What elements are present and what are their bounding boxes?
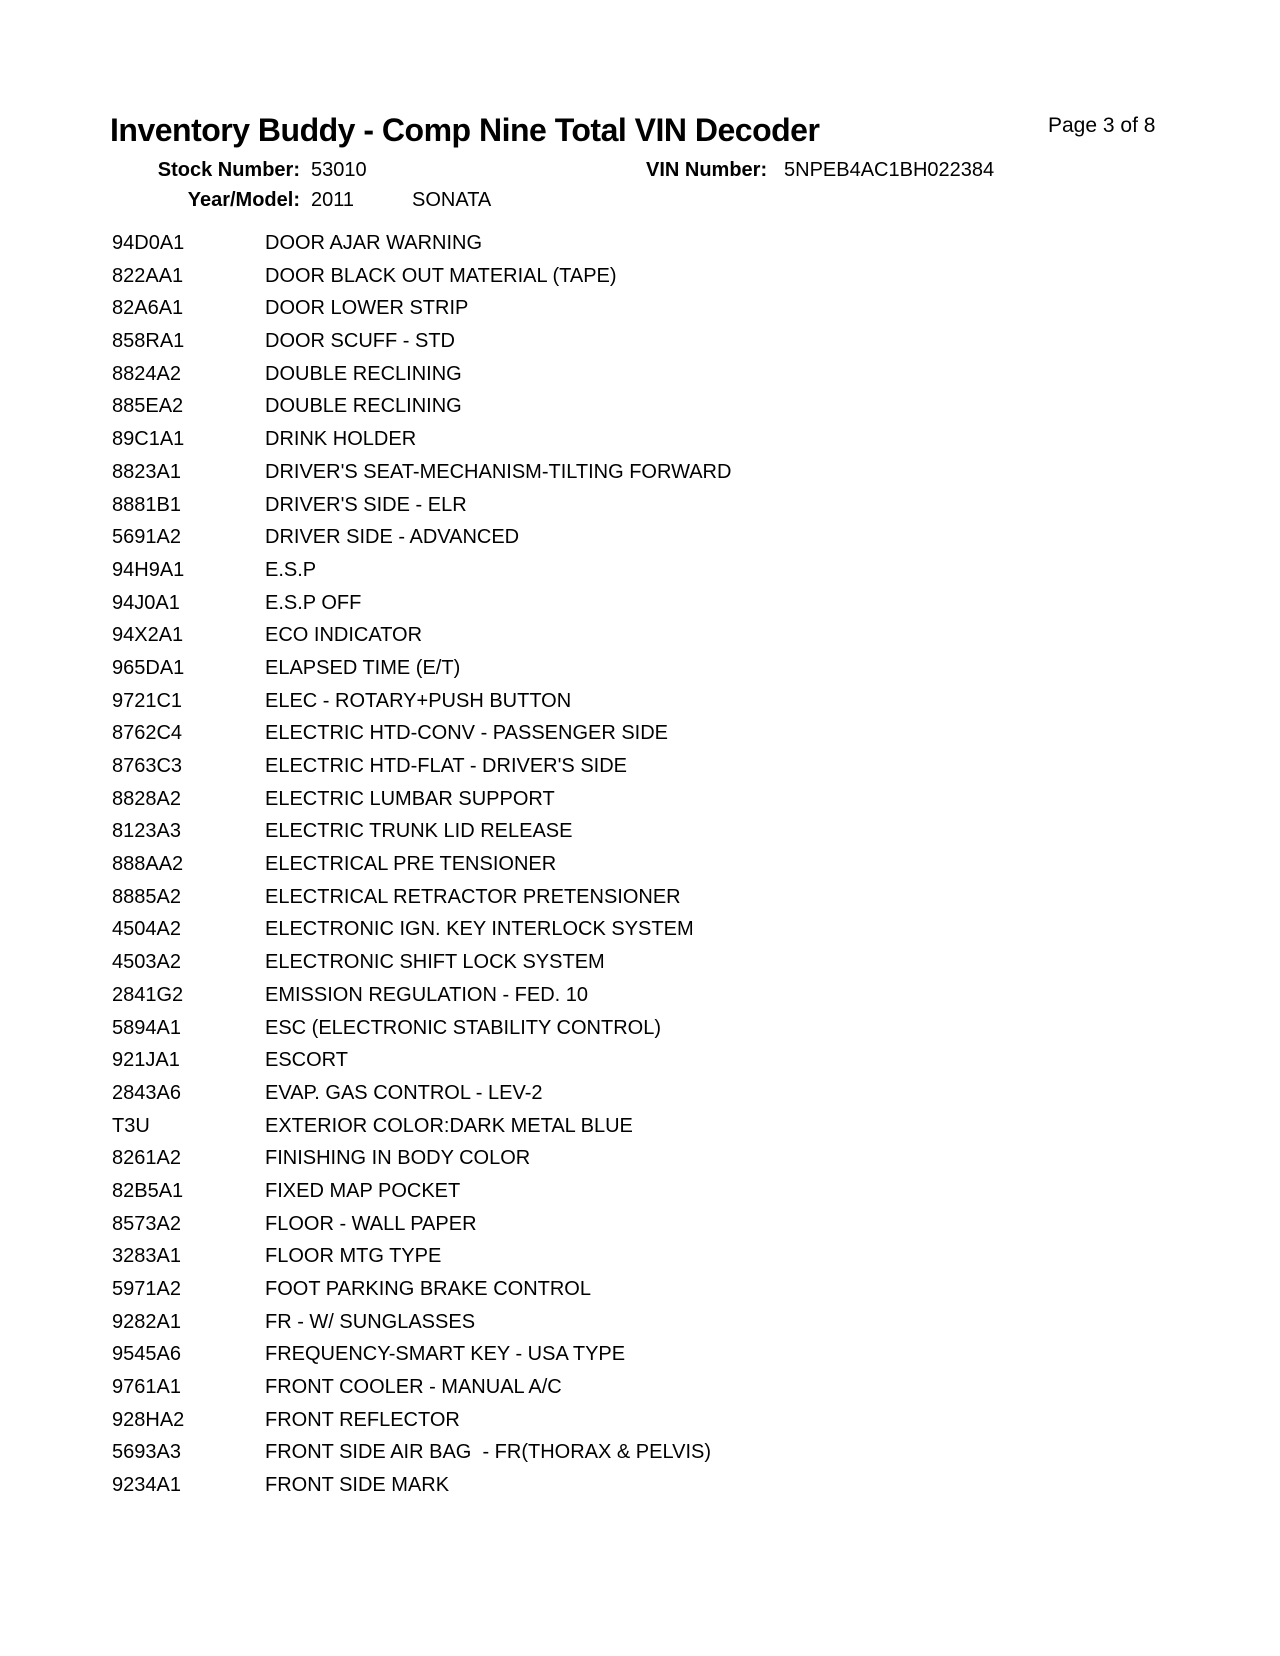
option-row	[112, 1469, 1212, 1502]
option-description: FREQUENCY-SMART KEY - USA TYPE	[265, 1343, 626, 1366]
option-code: 928HA2	[112, 1408, 185, 1431]
option-code: 8828A2	[112, 787, 181, 810]
option-row	[112, 390, 1212, 423]
option-description: ELECTRONIC IGN. KEY INTERLOCK SYSTEM	[265, 918, 694, 941]
option-description: FLOOR - WALL PAPER	[265, 1212, 477, 1235]
option-code: 8885A2	[112, 885, 181, 908]
option-row	[112, 521, 1212, 554]
option-row	[112, 946, 1212, 979]
option-code: 4503A2	[112, 951, 181, 974]
option-code: 5971A2	[112, 1278, 181, 1300]
vin-number-value: 5NPEB4AC1BH022384	[784, 159, 995, 181]
options-list	[112, 227, 1212, 1502]
option-description: ELECTRIC HTD-CONV - PASSENGER SIDE	[265, 722, 669, 745]
option-description: EMISSION REGULATION - FED. 10	[265, 983, 589, 1006]
option-code: 8261A2	[112, 1147, 181, 1170]
option-description: ELECTRONIC SHIFT LOCK SYSTEM	[265, 951, 605, 974]
option-code: 2843A6	[112, 1081, 181, 1104]
option-code: 5894A1	[112, 1016, 181, 1039]
option-code: 4504A2	[112, 918, 181, 941]
option-row	[112, 652, 1212, 685]
option-row	[112, 913, 1212, 946]
stock-number-label: Stock Number:	[157, 159, 300, 181]
option-row	[112, 554, 1212, 587]
option-code: 89C1A1	[112, 428, 185, 451]
option-code: 8824A2	[112, 362, 181, 385]
option-row	[112, 815, 1212, 848]
option-row	[112, 1012, 1212, 1045]
option-code: 94J0A1	[112, 591, 180, 614]
option-row	[112, 1175, 1212, 1208]
option-row	[112, 1044, 1212, 1077]
option-code: 8823A1	[112, 460, 181, 483]
option-code: 888AA2	[112, 853, 184, 876]
option-code: 5691A2	[112, 526, 181, 549]
option-description: ELECTRIC TRUNK LID RELEASE	[265, 820, 573, 843]
option-code: 82B5A1	[112, 1179, 184, 1202]
option-description: ELECTRIC HTD-FLAT - DRIVER'S SIDE	[265, 755, 628, 777]
option-description: EVAP. GAS CONTROL - LEV-2	[265, 1081, 543, 1104]
option-row	[112, 423, 1212, 456]
option-row	[112, 1306, 1212, 1339]
option-description: DOUBLE RECLINING	[265, 362, 462, 385]
option-row	[112, 489, 1212, 522]
option-code: 822AA1	[112, 264, 184, 287]
option-description: ESC (ELECTRONIC STABILITY CONTROL)	[265, 1016, 661, 1039]
option-description: E.S.P OFF	[265, 591, 362, 614]
option-description: FOOT PARKING BRAKE CONTROL	[265, 1278, 591, 1300]
option-code: 5693A3	[112, 1441, 181, 1464]
option-row	[112, 1110, 1212, 1143]
option-row	[112, 227, 1212, 260]
year-model-label: Year/Model:	[187, 189, 300, 211]
option-row	[112, 717, 1212, 750]
option-code: T3U	[112, 1114, 150, 1137]
vin-number-label: VIN Number:	[646, 159, 768, 181]
option-code: 3283A1	[112, 1245, 181, 1268]
option-description: FR - W/ SUNGLASSES	[265, 1310, 476, 1333]
option-description: ELEC - ROTARY+PUSH BUTTON	[265, 689, 572, 712]
option-description: E.S.P	[265, 558, 317, 581]
option-row	[112, 456, 1212, 489]
option-description: FRONT SIDE MARK	[265, 1474, 450, 1497]
option-description: DRINK HOLDER	[265, 428, 417, 451]
option-description: FINISHING IN BODY COLOR	[265, 1147, 531, 1170]
option-description: ELECTRICAL RETRACTOR PRETENSIONER	[265, 885, 681, 908]
option-row	[112, 783, 1212, 816]
option-description: FRONT COOLER - MANUAL A/C	[265, 1376, 562, 1399]
option-description: ELAPSED TIME (E/T)	[265, 656, 461, 679]
option-code: 9721C1	[112, 689, 183, 712]
option-row	[112, 260, 1212, 293]
option-row	[112, 325, 1212, 358]
option-code: 8573A2	[112, 1212, 181, 1235]
option-row	[112, 292, 1212, 325]
option-row	[112, 1404, 1212, 1437]
option-row	[112, 1436, 1212, 1469]
option-row	[112, 979, 1212, 1012]
option-code: 9545A6	[112, 1343, 181, 1366]
option-row	[112, 1208, 1212, 1241]
option-description: FRONT REFLECTOR	[265, 1408, 460, 1431]
option-description: DOOR BLACK OUT MATERIAL (TAPE)	[265, 264, 617, 287]
option-code: 94H9A1	[112, 558, 185, 581]
option-code: 965DA1	[112, 656, 185, 679]
option-row	[112, 1077, 1212, 1110]
option-row	[112, 619, 1212, 652]
stock-number-value: 53010	[311, 159, 367, 181]
option-description: ELECTRIC LUMBAR SUPPORT	[265, 787, 555, 810]
option-row	[112, 358, 1212, 391]
option-code: 9282A1	[112, 1310, 181, 1333]
option-description: DOUBLE RECLINING	[265, 395, 462, 418]
option-code: 858RA1	[112, 330, 185, 353]
option-code: 94D0A1	[112, 232, 185, 254]
option-code: 8762C4	[112, 722, 183, 745]
option-row	[112, 1240, 1212, 1273]
page-number-indicator: Page 3 of 8	[1048, 114, 1156, 137]
option-code: 921JA1	[112, 1049, 180, 1072]
option-description: DRIVER'S SIDE - ELR	[265, 493, 467, 516]
option-code: 8881B1	[112, 493, 181, 516]
option-row	[112, 750, 1212, 783]
year-value: 2011	[311, 189, 355, 211]
option-description: ELECTRICAL PRE TENSIONER	[265, 853, 557, 876]
option-code: 82A6A1	[112, 297, 184, 320]
option-description: ESCORT	[265, 1049, 348, 1072]
option-description: ECO INDICATOR	[265, 624, 423, 647]
option-code: 8763C3	[112, 755, 183, 777]
option-description: FLOOR MTG TYPE	[265, 1245, 442, 1268]
option-description: FIXED MAP POCKET	[265, 1179, 461, 1202]
option-code: 94X2A1	[112, 624, 184, 647]
option-description: DOOR AJAR WARNING	[265, 232, 483, 254]
option-code: 9234A1	[112, 1474, 181, 1497]
option-code: 8123A3	[112, 820, 181, 843]
option-description: DRIVER SIDE - ADVANCED	[265, 526, 520, 549]
option-row	[112, 685, 1212, 718]
option-code: 9761A1	[112, 1376, 181, 1399]
option-row	[112, 848, 1212, 881]
option-code: 885EA2	[112, 395, 184, 418]
option-description: EXTERIOR COLOR:DARK METAL BLUE	[265, 1114, 633, 1137]
model-value: SONATA	[412, 189, 492, 211]
option-row	[112, 1273, 1212, 1306]
option-description: DOOR SCUFF - STD	[265, 330, 455, 353]
option-description: FRONT SIDE AIR BAG - FR(THORAX & PELVIS)	[265, 1441, 711, 1464]
option-row	[112, 1371, 1212, 1404]
option-code: 2841G2	[112, 983, 184, 1006]
option-description: DOOR LOWER STRIP	[265, 297, 469, 320]
option-row	[112, 1338, 1212, 1371]
option-row	[112, 1142, 1212, 1175]
page-title: Inventory Buddy - Comp Nine Total VIN Decoder	[110, 112, 820, 148]
option-row	[112, 587, 1212, 620]
option-row	[112, 881, 1212, 914]
option-description: DRIVER'S SEAT-MECHANISM-TILTING FORWARD	[265, 460, 732, 483]
